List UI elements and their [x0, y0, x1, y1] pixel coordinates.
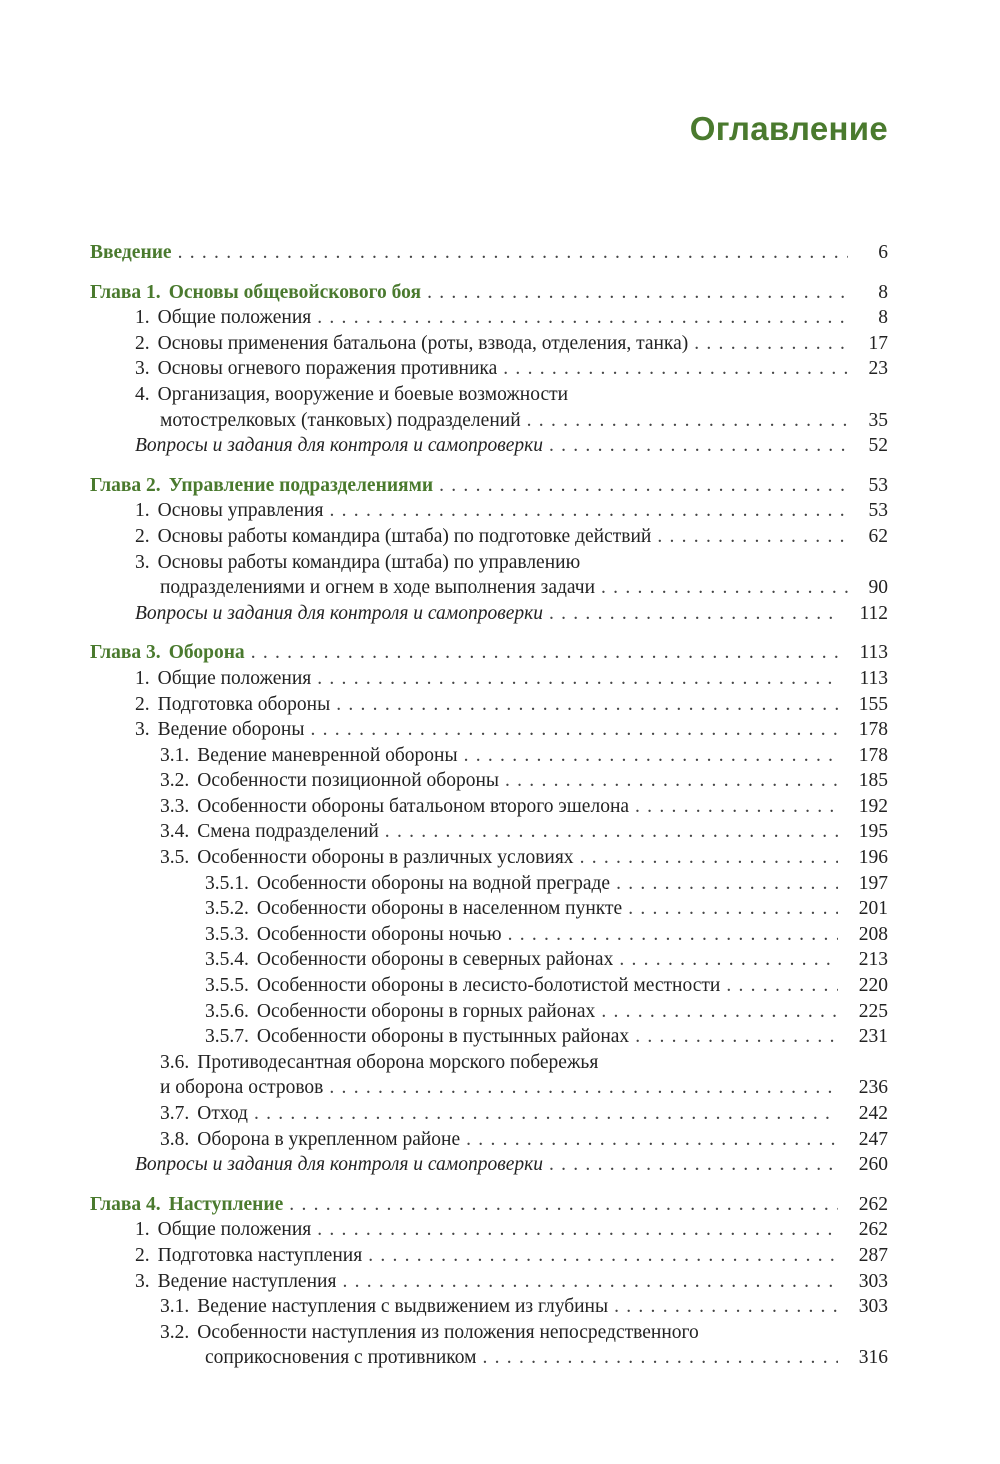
- toc-entry-title: [205, 1345, 477, 1371]
- dot-leader: [330, 498, 849, 524]
- toc-entry-text: Смена подразделений: [197, 821, 379, 843]
- toc-entry-text: Особенности обороны в населенном пункте: [256, 898, 623, 920]
- toc-page-number: 195: [858, 821, 888, 843]
- toc-entry[interactable]: [90, 1101, 888, 1127]
- toc-entry[interactable]: [90, 743, 888, 769]
- toc-page-number: 62: [868, 525, 888, 547]
- toc-entry-text: Отход: [197, 1103, 248, 1124]
- toc-page-number: 23: [868, 358, 888, 380]
- toc-entry-number: 3.5.1.: [205, 872, 249, 894]
- toc-entry-title: [160, 1294, 608, 1320]
- toc-entry-title: [135, 305, 311, 331]
- toc-page-number: 196: [858, 847, 888, 869]
- toc-page-number: 197: [858, 872, 888, 894]
- toc-entry-number: Глава 2.: [90, 474, 161, 496]
- toc-page-number: 155: [858, 693, 888, 715]
- dot-leader: [464, 743, 838, 769]
- toc-entry[interactable]: [90, 1050, 888, 1076]
- dot-leader: [527, 408, 848, 434]
- toc-entry-text: Особенности обороны в северных районах: [256, 949, 614, 971]
- toc-entry-number: Глава 1.: [90, 281, 161, 303]
- toc-entry-number: 2.: [135, 1244, 150, 1266]
- toc-entry-text: Особенности наступления из положения непосредственного: [197, 1321, 699, 1343]
- toc-page-number: 231: [858, 1026, 888, 1048]
- toc-entry[interactable]: [90, 331, 888, 357]
- toc-page-number: 8: [878, 307, 888, 329]
- table-of-contents: [90, 240, 888, 1371]
- toc-entry[interactable]: [90, 473, 888, 499]
- toc-entry-number: 1.: [135, 307, 150, 329]
- toc-entry[interactable]: [90, 498, 888, 524]
- toc-entry-title: [135, 498, 324, 524]
- dot-leader: [635, 794, 838, 820]
- toc-entry-number: 3.1.: [160, 744, 190, 766]
- toc-entry-title: [205, 999, 595, 1025]
- toc-entry-number: 3.6.: [160, 1051, 190, 1073]
- toc-entry-title: [135, 433, 543, 459]
- dot-leader: [466, 1127, 838, 1153]
- toc-page-number: 178: [858, 744, 888, 766]
- toc-entry[interactable]: [90, 1152, 888, 1178]
- toc-page-number: 303: [858, 1296, 888, 1318]
- toc-page-number: 316: [858, 1347, 888, 1369]
- toc-page-number: 208: [858, 923, 888, 945]
- toc-entry-title: [160, 768, 499, 794]
- dot-leader: [317, 1217, 838, 1243]
- dot-leader: [628, 896, 838, 922]
- toc-entry-number: 3.5.: [160, 847, 190, 869]
- toc-entry-title: [160, 819, 379, 845]
- toc-entry-number: 3.: [135, 1270, 150, 1292]
- toc-entry-number: 3.5.2.: [205, 898, 249, 920]
- toc-page-number: 262: [858, 1219, 888, 1241]
- toc-entry-text: Ведение наступления: [157, 1270, 337, 1292]
- toc-entry-number: 1.: [135, 1219, 150, 1241]
- toc-entry[interactable]: [90, 999, 888, 1025]
- toc-entry-text: Общие положения: [157, 307, 312, 329]
- toc-entry-text: Оборона: [168, 642, 245, 664]
- toc-entry-text: Основы управления: [157, 500, 324, 522]
- toc-entry[interactable]: [90, 768, 888, 794]
- toc-entry[interactable]: [90, 947, 888, 973]
- dot-leader: [580, 845, 838, 871]
- toc-entry-title: [205, 1024, 629, 1050]
- dot-leader: [427, 280, 848, 306]
- toc-page-number: 262: [858, 1193, 888, 1215]
- toc-entry-text: Наступление: [168, 1193, 284, 1215]
- toc-entry-text: Особенности обороны в горных районах: [256, 1000, 596, 1022]
- toc-entry-number: 3.5.6.: [205, 1000, 249, 1022]
- toc-entry-title: [135, 382, 568, 408]
- toc-entry-number: 2.: [135, 693, 150, 715]
- toc-entry[interactable]: [90, 845, 888, 871]
- toc-entry[interactable]: [90, 433, 888, 459]
- toc-page-number: 201: [858, 898, 888, 920]
- toc-entry-number: 3.8.: [160, 1128, 190, 1150]
- toc-entry[interactable]: [90, 550, 888, 576]
- toc-entry-number: 3.5.7.: [205, 1026, 249, 1048]
- dot-leader: [549, 433, 848, 459]
- toc-entry[interactable]: [90, 240, 888, 266]
- toc-entry[interactable]: [90, 1192, 888, 1218]
- toc-entry[interactable]: [90, 692, 888, 718]
- toc-entry-number: 3.3.: [160, 795, 190, 817]
- toc-entry-title: [205, 922, 502, 948]
- toc-entry-text: Ведение обороны: [157, 719, 305, 741]
- toc-entry[interactable]: [90, 1320, 888, 1346]
- dot-leader: [619, 947, 838, 973]
- toc-entry-title: [135, 1152, 543, 1178]
- toc-entry-text: Особенности позиционной обороны: [197, 770, 499, 792]
- toc-entry[interactable]: [90, 794, 888, 820]
- toc-entry-number: 3.2.: [160, 1321, 190, 1343]
- toc-page-number: 90: [868, 577, 888, 599]
- toc-entry-number: 3.: [135, 719, 150, 741]
- toc-entry[interactable]: [90, 1294, 888, 1320]
- toc-entry-title: [160, 1127, 460, 1153]
- toc-entry-title: [90, 240, 172, 266]
- toc-page-number: 178: [858, 719, 888, 741]
- toc-entry-text: Ведение маневренной обороны: [197, 744, 458, 766]
- toc-page-number: 53: [868, 500, 888, 522]
- toc-entry-title: [90, 640, 245, 666]
- toc-entry-title: [205, 973, 720, 999]
- toc-entry-title: [90, 1192, 283, 1218]
- toc-entry[interactable]: [90, 1345, 888, 1371]
- dot-leader: [483, 1345, 839, 1371]
- toc-entry[interactable]: [90, 717, 888, 743]
- toc-entry-text: Основы применения батальона (роты, взвода, отделения, танка): [157, 332, 689, 354]
- toc-entry-title: [160, 1050, 598, 1076]
- toc-entry-text: мотострелковых (танковых) подразделений: [160, 409, 521, 431]
- page-title: Оглавление: [689, 110, 888, 147]
- toc-entry[interactable]: [90, 1243, 888, 1269]
- toc-entry-text: Подготовка наступления: [157, 1244, 363, 1266]
- dot-leader: [317, 305, 848, 331]
- toc-entry[interactable]: [90, 666, 888, 692]
- toc-entry[interactable]: [90, 973, 888, 999]
- toc-entry-title: [160, 1320, 699, 1346]
- toc-entry-number: 3.: [135, 551, 150, 573]
- toc-page-number: 242: [858, 1103, 888, 1124]
- toc-entry-text: подразделениями и огнем в ходе выполнения задачи: [160, 577, 596, 599]
- toc-entry-title: [135, 331, 688, 357]
- toc-page-number: 112: [859, 602, 888, 624]
- toc-entry-number: 3.5.5.: [205, 975, 249, 997]
- toc-page-number: 236: [858, 1077, 888, 1099]
- dot-leader: [385, 819, 838, 845]
- toc-page-number: 17: [868, 332, 888, 354]
- toc-entry[interactable]: [90, 1217, 888, 1243]
- toc-entry[interactable]: [90, 575, 888, 601]
- toc-entry[interactable]: [90, 408, 888, 434]
- toc-entry-title: [135, 550, 580, 576]
- toc-entry-title: [160, 1101, 248, 1127]
- dot-leader: [439, 473, 848, 499]
- toc-entry-text: Особенности обороны в пустынных районах: [256, 1026, 630, 1048]
- dot-leader: [342, 1269, 838, 1295]
- toc-entry-text: Основы огневого поражения противника: [157, 358, 498, 380]
- toc-entry-text: Особенности обороны в лесисто-болотистой местности: [256, 975, 721, 997]
- toc-entry-text: Введение: [90, 242, 172, 263]
- toc-entry-title: [160, 743, 458, 769]
- toc-entry-number: 2.: [135, 525, 150, 547]
- dot-leader: [310, 717, 838, 743]
- toc-page-number: 35: [868, 409, 888, 431]
- toc-page-number: 247: [858, 1128, 888, 1150]
- toc-page-number: 220: [858, 975, 888, 997]
- toc-entry-title: [160, 794, 629, 820]
- toc-entry-title: [160, 845, 574, 871]
- dot-leader: [726, 973, 838, 999]
- dot-leader: [549, 1152, 838, 1178]
- toc-page-number: 225: [858, 1000, 888, 1022]
- toc-entry-title: [205, 947, 613, 973]
- toc-entry-text: Особенности обороны на водной преграде: [256, 872, 611, 894]
- toc-entry-title: [135, 601, 543, 627]
- toc-page-number: 53: [868, 474, 888, 496]
- toc-entry-text: и оборона островов: [160, 1077, 324, 1099]
- toc-entry-number: 2.: [135, 332, 150, 354]
- toc-entry-title: [135, 1217, 311, 1243]
- dot-leader: [251, 640, 838, 666]
- dot-leader: [657, 524, 848, 550]
- toc-entry-title: [135, 524, 651, 550]
- toc-page-number: 8: [878, 281, 888, 303]
- toc-entry-text: Ведение наступления с выдвижением из глубины: [197, 1296, 609, 1318]
- dot-leader: [336, 692, 838, 718]
- toc-page-number: 52: [868, 435, 888, 457]
- toc-entry-number: 3.: [135, 358, 150, 380]
- toc-entry-title: [205, 896, 622, 922]
- dot-leader: [549, 601, 838, 627]
- toc-entry-text: соприкосновения с противником: [205, 1347, 477, 1369]
- toc-entry-title: [160, 575, 595, 601]
- toc-entry-title: [135, 717, 304, 743]
- toc-entry-title: [135, 692, 330, 718]
- toc-entry[interactable]: [90, 819, 888, 845]
- toc-entry-text: Основы работы командира (штаба) по подготовке действий: [157, 525, 652, 547]
- dot-leader: [616, 871, 838, 897]
- dot-leader: [503, 356, 848, 382]
- toc-entry-number: 3.1.: [160, 1296, 190, 1318]
- toc-entry-number: Глава 3.: [90, 642, 161, 664]
- toc-entry[interactable]: [90, 356, 888, 382]
- dot-leader: [368, 1243, 838, 1269]
- toc-entry-text: Вопросы и задания для контроля и самопроверки: [135, 435, 543, 457]
- dot-leader: [601, 999, 838, 1025]
- toc-page-number: 260: [858, 1154, 888, 1176]
- toc-entry-number: 3.5.3.: [205, 923, 249, 945]
- toc-entry-text: Вопросы и задания для контроля и самопроверки: [135, 602, 543, 624]
- toc-entry-text: Особенности обороны батальоном второго эшелона: [197, 795, 630, 817]
- toc-entry[interactable]: [90, 280, 888, 306]
- toc-entry-title: [135, 1243, 362, 1269]
- dot-leader: [614, 1294, 838, 1320]
- toc-entry-text: Особенности обороны в различных условиях: [197, 847, 574, 869]
- toc-entry[interactable]: [90, 524, 888, 550]
- toc-entry-title: [135, 1269, 336, 1295]
- toc-entry-text: Общие положения: [157, 1219, 312, 1241]
- toc-page-number: 213: [858, 949, 888, 971]
- toc-page-number: 303: [858, 1270, 888, 1292]
- toc-entry-number: Глава 4.: [90, 1193, 161, 1215]
- toc-entry[interactable]: [90, 382, 888, 408]
- toc-entry-number: 1.: [135, 500, 150, 522]
- toc-entry-number: 3.4.: [160, 821, 190, 843]
- dot-leader: [317, 666, 838, 692]
- toc-entry-text: Особенности обороны ночью: [256, 923, 502, 945]
- toc-entry[interactable]: [90, 640, 888, 666]
- toc-entry-title: [205, 871, 610, 897]
- toc-entry-text: Организация, вооружение и боевые возможности: [157, 383, 569, 405]
- toc-entry[interactable]: [90, 1269, 888, 1295]
- dot-leader: [601, 575, 848, 601]
- toc-entry[interactable]: [90, 871, 888, 897]
- dot-leader: [635, 1024, 838, 1050]
- dot-leader: [694, 331, 848, 357]
- dot-leader: [254, 1101, 838, 1127]
- toc-entry[interactable]: [90, 305, 888, 331]
- toc-page-number: 113: [859, 667, 888, 689]
- toc-entry-title: [135, 356, 497, 382]
- toc-entry-number: 1.: [135, 667, 150, 689]
- toc-entry-text: Подготовка обороны: [157, 693, 331, 715]
- toc-page-number: 113: [859, 642, 888, 664]
- toc-entry[interactable]: [90, 1127, 888, 1153]
- toc-entry-number: 3.7.: [160, 1103, 190, 1124]
- toc-entry-title: [160, 408, 521, 434]
- dot-leader: [178, 240, 848, 266]
- toc-entry-text: Основы работы командира (штаба) по управлению: [157, 551, 581, 573]
- toc-entry[interactable]: [90, 896, 888, 922]
- toc-entry[interactable]: [90, 1075, 888, 1101]
- toc-entry[interactable]: [90, 1024, 888, 1050]
- toc-entry-text: Основы общевойскового боя: [168, 281, 422, 303]
- toc-page-number: 6: [878, 242, 888, 263]
- dot-leader: [329, 1075, 838, 1101]
- dot-leader: [505, 768, 838, 794]
- dot-leader: [289, 1192, 838, 1218]
- toc-page-number: 287: [858, 1244, 888, 1266]
- toc-entry-number: 3.5.4.: [205, 949, 249, 971]
- toc-entry-title: [90, 473, 433, 499]
- toc-entry-number: 4.: [135, 383, 150, 405]
- toc-entry-title: [90, 280, 421, 306]
- toc-entry[interactable]: [90, 922, 888, 948]
- toc-page-number: 185: [858, 770, 888, 792]
- toc-entry-title: [160, 1075, 323, 1101]
- toc-entry[interactable]: [90, 601, 888, 627]
- toc-entry-number: 3.2.: [160, 770, 190, 792]
- toc-entry-text: Противодесантная оборона морского побережья: [197, 1051, 599, 1073]
- toc-entry-text: Оборона в укрепленном районе: [197, 1128, 461, 1150]
- toc-entry-text: Управление подразделениями: [168, 474, 434, 496]
- toc-entry-text: Вопросы и задания для контроля и самопроверки: [135, 1154, 543, 1176]
- toc-entry-title: [135, 666, 311, 692]
- toc-entry-text: Общие положения: [157, 667, 312, 689]
- dot-leader: [508, 922, 838, 948]
- toc-page-number: 192: [858, 795, 888, 817]
